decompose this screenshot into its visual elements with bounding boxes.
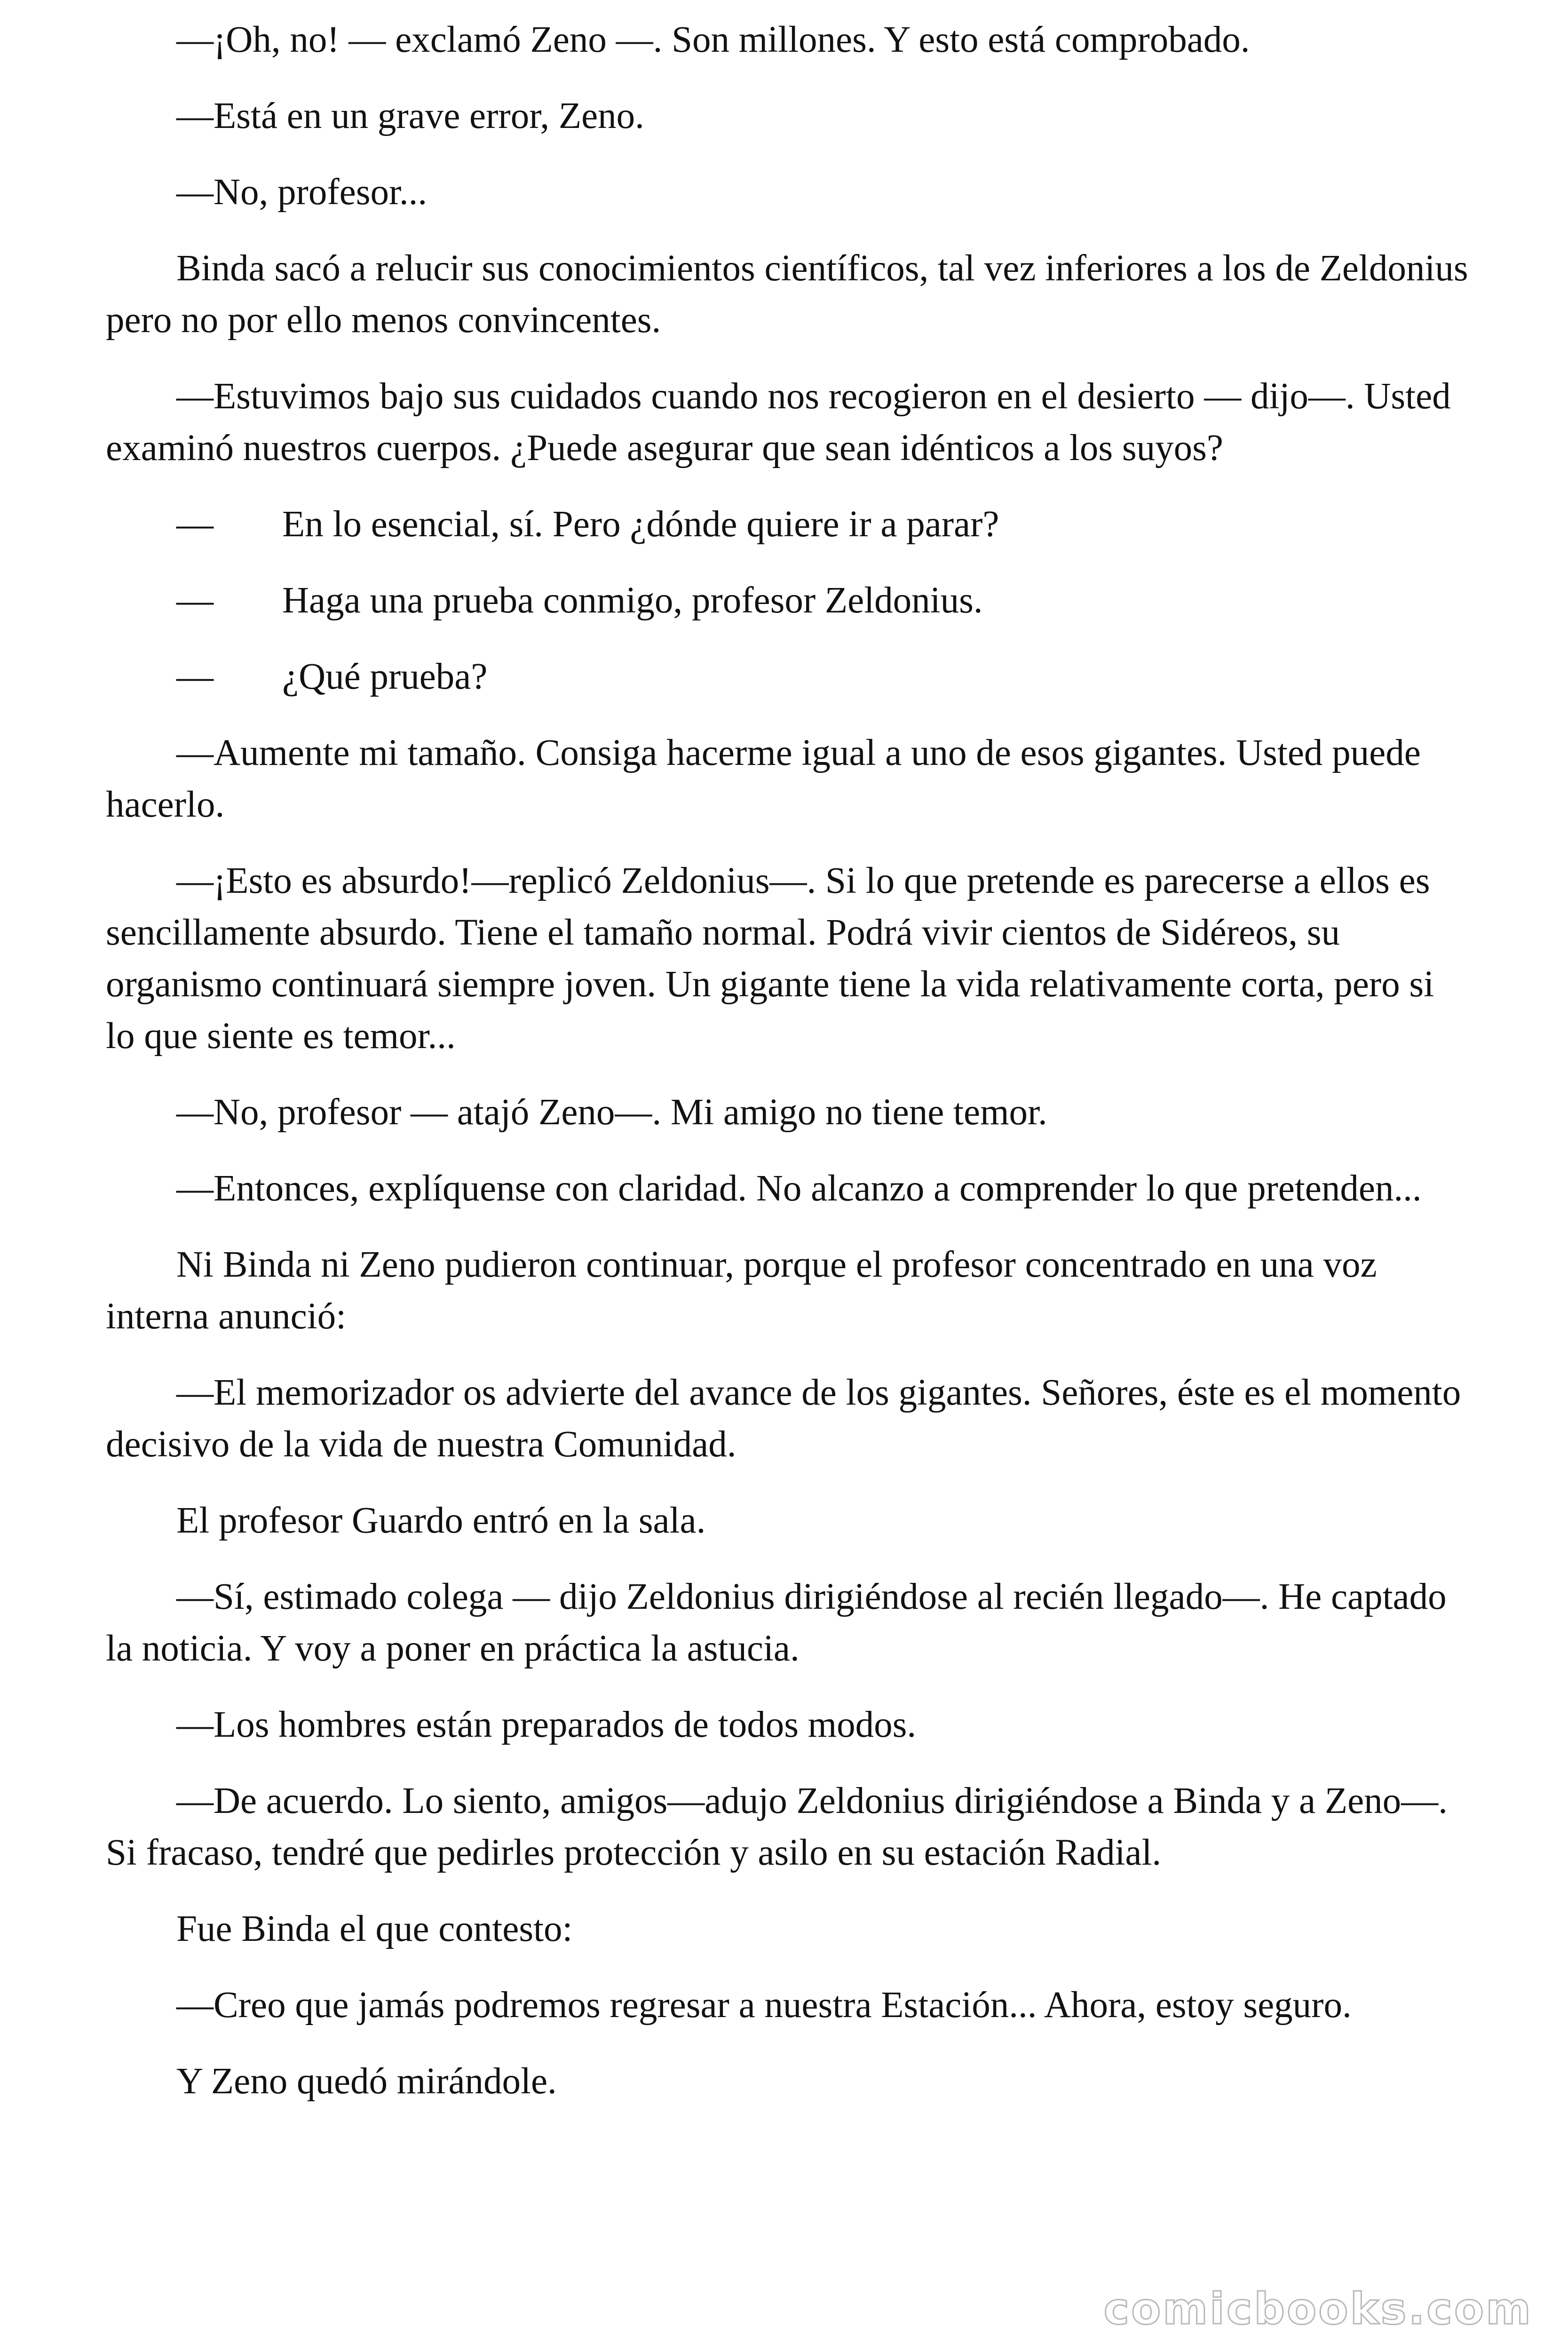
dialogue-line-3 — [106, 651, 1470, 703]
paragraph-9: —Aumente mi tamaño. Consiga hacerme igual a uno de esos gigantes. Usted puede hacerlo. — [106, 732, 1421, 825]
paragraph-2: —Está en un grave error, Zeno. — [176, 95, 644, 136]
paragraph-13: Ni Binda ni Zeno pudieron continuar, porque el profesor concentrado en una voz interna anunció: — [106, 1244, 1377, 1337]
paragraph-5: —Estuvimos bajo sus cuidados cuando nos recogieron en el desierto — dijo—. Usted examinó nuestros cuerpos. ¿Puede asegurar que sean idénticos a los suyos? — [106, 376, 1451, 469]
paragraph-15: El profesor Guardo entró en la sala. — [176, 1500, 706, 1541]
paragraph-4: Binda sacó a relucir sus conocimientos científicos, tal vez inferiores a los de Zeldonius pero no por ello menos convincentes. — [106, 248, 1468, 341]
dialogue-line-1 — [106, 499, 1470, 550]
watermark-logo: comicbooks.com — [1103, 2284, 1533, 2334]
paragraph-10: —¡Esto es absurdo!—replicó Zeldonius—. Si lo que pretende es parecerse a ellos es sencillamente absurdo. Tiene el tamaño normal. Podrá vivir cientos de Sidéreos, su organismo continuará siempre joven. Un gigante tiene la vida relativamente corta, pero si lo que siente es temor... — [106, 860, 1434, 1057]
paragraph-14: —El memorizador os advierte del avance de los gigantes. Señores, éste es el momento decisivo de la vida de nuestra Comunidad. — [106, 1372, 1461, 1465]
paragraph-17: —Los hombres están preparados de todos modos. — [176, 1704, 917, 1745]
paragraph-16: —Sí, estimado colega — dijo Zeldonius dirigiéndose al recién llegado—. He captado la noticia. Y voy a poner en práctica la astucia. — [106, 1576, 1447, 1669]
paragraph-19: Fue Binda el que contesto: — [176, 1908, 573, 1949]
dialogue-dash: — — [176, 580, 214, 621]
paragraph-18: —De acuerdo. Lo siento, amigos—adujo Zeldonius dirigiéndose a Binda y a Zeno—. Si fracaso, tendré que pedirles protección y asilo en su estación Radial. — [106, 1780, 1448, 1873]
paragraph-20: —Creo que jamás podremos regresar a nuestra Estación... Ahora, estoy seguro. — [176, 1985, 1352, 2026]
page-text — [106, 14, 1470, 2132]
paragraph-3: —No, profesor... — [176, 172, 428, 213]
paragraph-6: En lo esencial, sí. Pero ¿dónde quiere ir a parar? — [282, 504, 999, 545]
paragraph-12: —Entonces, explíquense con claridad. No alcanzo a comprender lo que pretenden... — [176, 1168, 1422, 1209]
paragraph-11: —No, profesor — atajó Zeno—. Mi amigo no tiene temor. — [176, 1092, 1047, 1133]
dialogue-line-2 — [106, 575, 1470, 627]
paragraph-21: Y Zeno quedó mirándole. — [176, 2061, 557, 2102]
dialogue-dash: — — [176, 656, 214, 697]
paragraph-7: Haga una prueba conmigo, profesor Zeldonius. — [282, 580, 983, 621]
paragraph-1: —¡Oh, no! — exclamó Zeno —. Son millones. Y esto está comprobado. — [176, 19, 1250, 60]
dialogue-dash: — — [176, 504, 214, 545]
paragraph-8: ¿Qué prueba? — [282, 656, 488, 697]
